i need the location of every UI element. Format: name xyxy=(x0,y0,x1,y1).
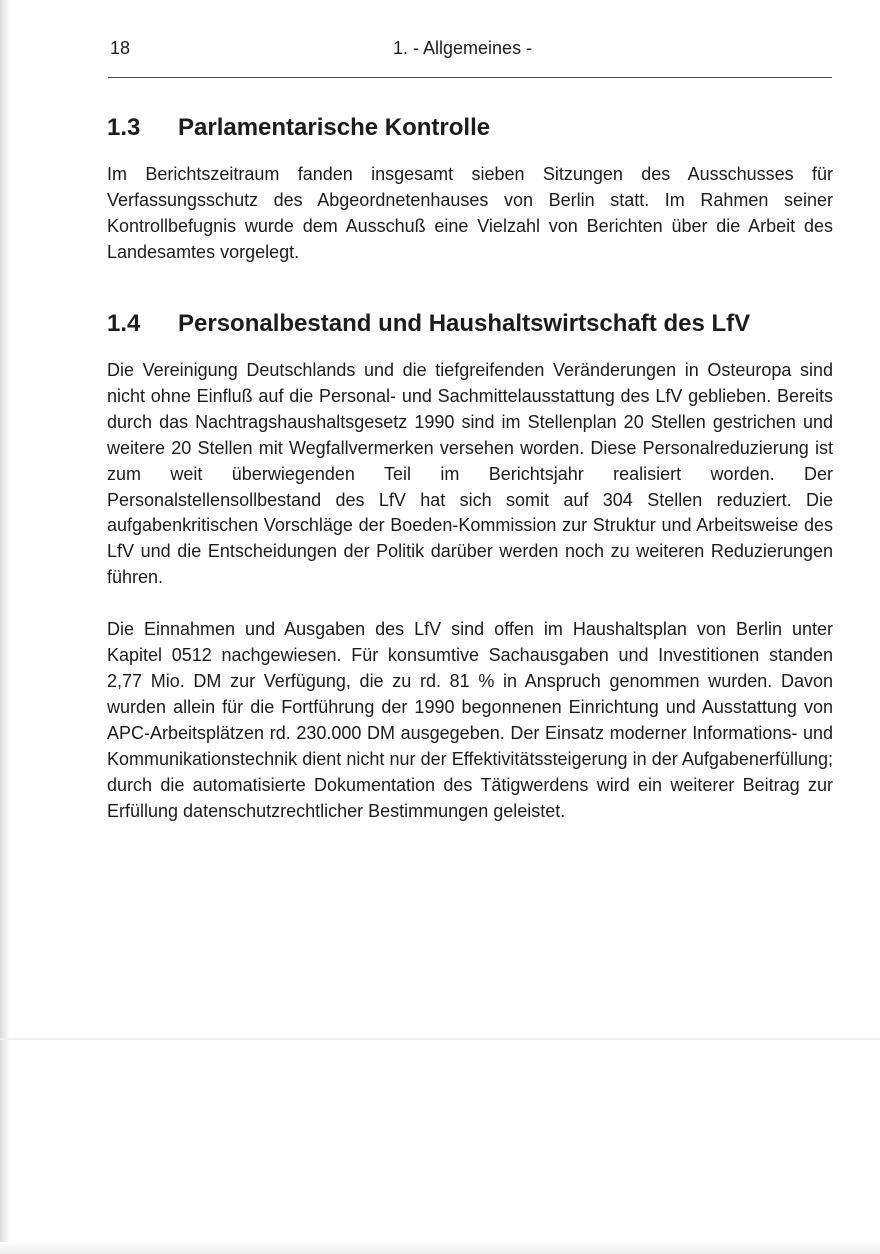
section-parlamentarische-kontrolle xyxy=(107,114,833,266)
header-rule xyxy=(108,77,832,78)
section-title: Parlamentarische Kontrolle xyxy=(178,114,491,141)
section-number: 1.3 xyxy=(107,114,141,141)
body-paragraph: Die Einnahmen und Ausgaben des LfV sind offen im Haushaltsplan von Berlin unter Kapitel 0512 nachgewiesen. Für konsumtive Sachausgaben und Investitionen standen 2,77 Mio. DM zur Verfügung, die zu rd. 81 % in Anspruch genommen wurden. Davon wurden allein für die Fortführung der 1990 begonnenen Einrichtung und Ausstattung von APC-Arbeitsplätzen rd. 230.000 DM ausgegeben. Der Einsatz moderner Informations- und Kommunikationstechnik dient nicht nur der Effektivitätssteigerung in der Aufgabenerfüllung; durch die automatisierte Dokumentation des Tätigwerdens wird ein weiterer Beitrag zur Erfüllung datenschutzrechtlicher Bestimmungen geleistet. xyxy=(107,619,833,821)
section-personalbestand-haushaltswirtschaft xyxy=(107,310,833,824)
running-header xyxy=(108,38,832,64)
body-paragraph: Im Berichtszeitraum fanden insgesamt sieben Sitzungen des Ausschusses für Verfassungsschutz des Abgeordnetenhauses von Berlin statt. Im Rahmen seiner Kontrollbefugnis wurde dem Ausschuß eine Vielzahl von Berichten über die Arbeit des Landesamtes vorgelegt. xyxy=(107,164,833,262)
section-heading xyxy=(107,310,833,338)
page-number: 18 xyxy=(110,38,131,58)
running-title: 1. - Allgemeines - xyxy=(393,38,533,58)
section-title: Personalbestand und Haushaltswirtschaft des LfV xyxy=(178,310,751,337)
scan-shadow-bottom xyxy=(0,1242,880,1254)
scan-shadow-left xyxy=(0,0,10,1254)
section-heading xyxy=(107,114,833,142)
body-paragraph: Die Vereinigung Deutschlands und die tiefgreifenden Veränderungen in Osteuropa sind nicht ohne Einfluß auf die Personal- und Sachmittelausstattung des LfV geblieben. Bereits durch das Nachtragshaushaltsgesetz 1990 sind im Stellenplan 20 Stellen gestrichen und weitere 20 Stellen mit Wegfallvermerken versehen worden. Diese Personalreduzierung ist zum weit überwiegenden Teil im Berichtsjahr realisiert worden. Der Personalstellensollbestand des LfV hat sich somit auf 304 Stellen reduziert. Die aufgabenkritischen Vorschläge der Boeden-Kommission zur Struktur und Arbeitsweise des LfV und die Entscheidungen der Politik darüber werden noch zu weiteren Reduzierungen führen. xyxy=(107,360,833,588)
section-number: 1.4 xyxy=(107,310,141,337)
scan-fold-line xyxy=(0,1038,880,1040)
